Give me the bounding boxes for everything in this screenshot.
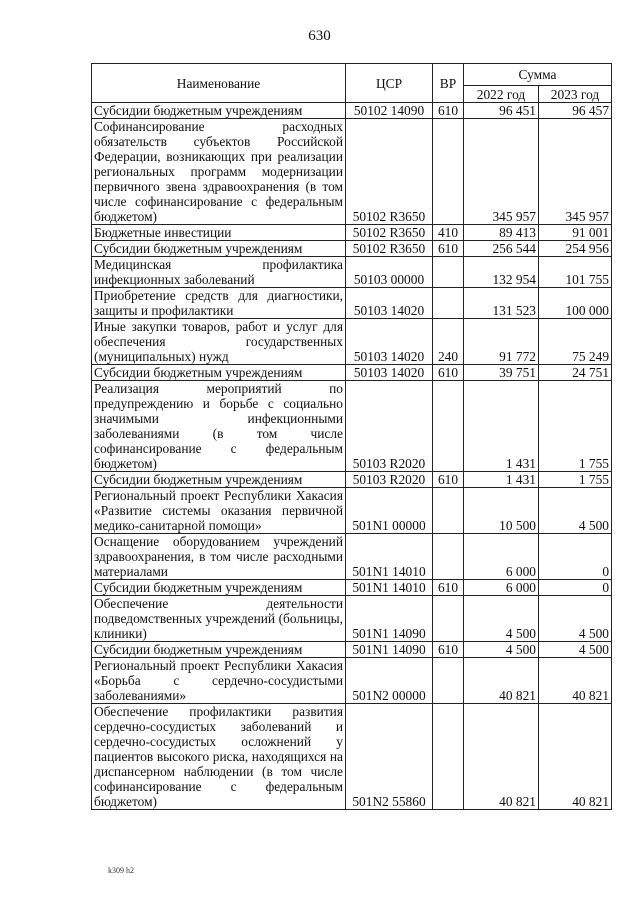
row-csr: 50103 R2020 [346, 381, 433, 472]
table-row [92, 534, 612, 580]
row-name: Оснащение оборудованием учреждений здравоохранения, в том числе расходными материалами [92, 534, 346, 580]
row-vr: 610 [433, 365, 464, 381]
row-csr: 501N1 14090 [346, 596, 433, 642]
row-csr: 50102 R3650 [346, 225, 433, 241]
row-vr: 410 [433, 225, 464, 241]
row-sum-2023: 345 957 [539, 119, 612, 225]
row-sum-2022: 345 957 [464, 119, 539, 225]
table-row [92, 119, 612, 225]
table-header [92, 64, 612, 103]
row-sum-2023: 0 [539, 534, 612, 580]
row-name: Реализация мероприятий по предупреждению и борьбе с социально значимыми инфекционными заболеваниями (в том числе софинансирование с федеральным бюджетом) [92, 381, 346, 472]
header-vr: ВР [433, 64, 464, 103]
row-sum-2022: 256 544 [464, 241, 539, 257]
row-csr: 50103 14020 [346, 365, 433, 381]
table-row [92, 319, 612, 365]
row-name: Субсидии бюджетным учреждениям [92, 103, 346, 119]
table-row [92, 704, 612, 810]
row-sum-2022: 40 821 [464, 704, 539, 810]
row-vr [433, 257, 464, 288]
table-row [92, 472, 612, 488]
row-csr: 501N1 14010 [346, 580, 433, 596]
row-vr: 610 [433, 103, 464, 119]
row-sum-2022: 4 500 [464, 642, 539, 658]
table-row [92, 288, 612, 319]
row-name: Иные закупки товаров, работ и услуг для обеспечения государственных (муниципальных) нужд [92, 319, 346, 365]
row-csr: 501N2 55860 [346, 704, 433, 810]
row-name: Субсидии бюджетным учреждениям [92, 241, 346, 257]
footer-code: k309 h2 [108, 866, 134, 875]
header-csr: ЦСР [346, 64, 433, 103]
row-name: Обеспечение профилактики развития сердечно-сосудистых заболеваний и сердечно-сосудистых осложнений у пациентов высокого риска, находящихся на диспансерном наблюдении (в том числе софинансирование с федеральным бюджетом) [92, 704, 346, 810]
row-name: Медицинская профилактика инфекционных заболеваний [92, 257, 346, 288]
row-vr [433, 288, 464, 319]
row-sum-2022: 4 500 [464, 596, 539, 642]
row-sum-2023: 100 000 [539, 288, 612, 319]
row-name: Региональный проект Республики Хакасия «Развитие системы оказания первичной медико-санитарной помощи» [92, 488, 346, 534]
page-number: 630 [308, 28, 331, 44]
table-row [92, 103, 612, 119]
row-sum-2022: 6 000 [464, 534, 539, 580]
row-csr: 50103 14020 [346, 319, 433, 365]
table-row [92, 658, 612, 704]
row-sum-2022: 131 523 [464, 288, 539, 319]
table-row [92, 257, 612, 288]
row-csr: 50102 R3650 [346, 241, 433, 257]
row-csr: 501N1 00000 [346, 488, 433, 534]
row-name: Субсидии бюджетным учреждениям [92, 642, 346, 658]
row-vr: 610 [433, 241, 464, 257]
row-sum-2023: 40 821 [539, 704, 612, 810]
header-name: Наименование [92, 64, 346, 103]
row-sum-2022: 1 431 [464, 381, 539, 472]
row-vr: 610 [433, 642, 464, 658]
row-name: Региональный проект Республики Хакасия «Борьба с сердечно-сосудистыми заболеваниями» [92, 658, 346, 704]
row-sum-2023: 4 500 [539, 488, 612, 534]
row-sum-2023: 75 249 [539, 319, 612, 365]
table-row [92, 642, 612, 658]
row-name: Софинансирование расходных обязательств субъектов Российской Федерации, возникающих при реализации региональных программ модернизации первичного звена здравоохранения (в том числе софинансирование с федеральным бюджетом) [92, 119, 346, 225]
row-sum-2023: 4 500 [539, 642, 612, 658]
row-sum-2022: 91 772 [464, 319, 539, 365]
row-csr: 50102 14090 [346, 103, 433, 119]
row-sum-2023: 40 821 [539, 658, 612, 704]
table-row [92, 488, 612, 534]
header-year-2023: 2023 год [539, 86, 612, 103]
row-sum-2023: 4 500 [539, 596, 612, 642]
row-csr: 501N2 00000 [346, 658, 433, 704]
table-row [92, 365, 612, 381]
row-vr: 610 [433, 580, 464, 596]
row-sum-2022: 39 751 [464, 365, 539, 381]
row-sum-2023: 1 755 [539, 381, 612, 472]
row-vr [433, 488, 464, 534]
table-row [92, 241, 612, 257]
row-csr: 50103 14020 [346, 288, 433, 319]
row-name: Субсидии бюджетным учреждениям [92, 472, 346, 488]
table-row [92, 596, 612, 642]
row-name: Бюджетные инвестиции [92, 225, 346, 241]
row-csr: 50102 R3650 [346, 119, 433, 225]
row-sum-2022: 10 500 [464, 488, 539, 534]
row-vr: 610 [433, 472, 464, 488]
header-year-2022: 2022 год [464, 86, 539, 103]
row-name: Субсидии бюджетным учреждениям [92, 365, 346, 381]
row-csr: 50103 00000 [346, 257, 433, 288]
header-sum: Сумма [464, 64, 612, 86]
row-sum-2023: 24 751 [539, 365, 612, 381]
row-sum-2023: 0 [539, 580, 612, 596]
row-sum-2023: 96 457 [539, 103, 612, 119]
row-vr [433, 119, 464, 225]
row-sum-2022: 40 821 [464, 658, 539, 704]
row-vr [433, 381, 464, 472]
row-name: Обеспечение деятельности подведомственных учреждений (больницы, клиники) [92, 596, 346, 642]
row-sum-2022: 132 954 [464, 257, 539, 288]
row-vr [433, 704, 464, 810]
row-sum-2023: 1 755 [539, 472, 612, 488]
row-sum-2022: 1 431 [464, 472, 539, 488]
table-row [92, 580, 612, 596]
row-sum-2022: 89 413 [464, 225, 539, 241]
row-name: Субсидии бюджетным учреждениям [92, 580, 346, 596]
row-sum-2022: 96 451 [464, 103, 539, 119]
row-vr [433, 534, 464, 580]
table-row [92, 381, 612, 472]
table-body [92, 103, 612, 810]
row-vr [433, 596, 464, 642]
row-csr: 501N1 14090 [346, 642, 433, 658]
row-csr: 501N1 14010 [346, 534, 433, 580]
table-row [92, 225, 612, 241]
row-sum-2022: 6 000 [464, 580, 539, 596]
row-sum-2023: 254 956 [539, 241, 612, 257]
row-sum-2023: 101 755 [539, 257, 612, 288]
row-sum-2023: 91 001 [539, 225, 612, 241]
row-vr [433, 658, 464, 704]
row-vr: 240 [433, 319, 464, 365]
row-name: Приобретение средств для диагностики, защиты и профилактики [92, 288, 346, 319]
budget-table [91, 63, 612, 810]
row-csr: 50103 R2020 [346, 472, 433, 488]
